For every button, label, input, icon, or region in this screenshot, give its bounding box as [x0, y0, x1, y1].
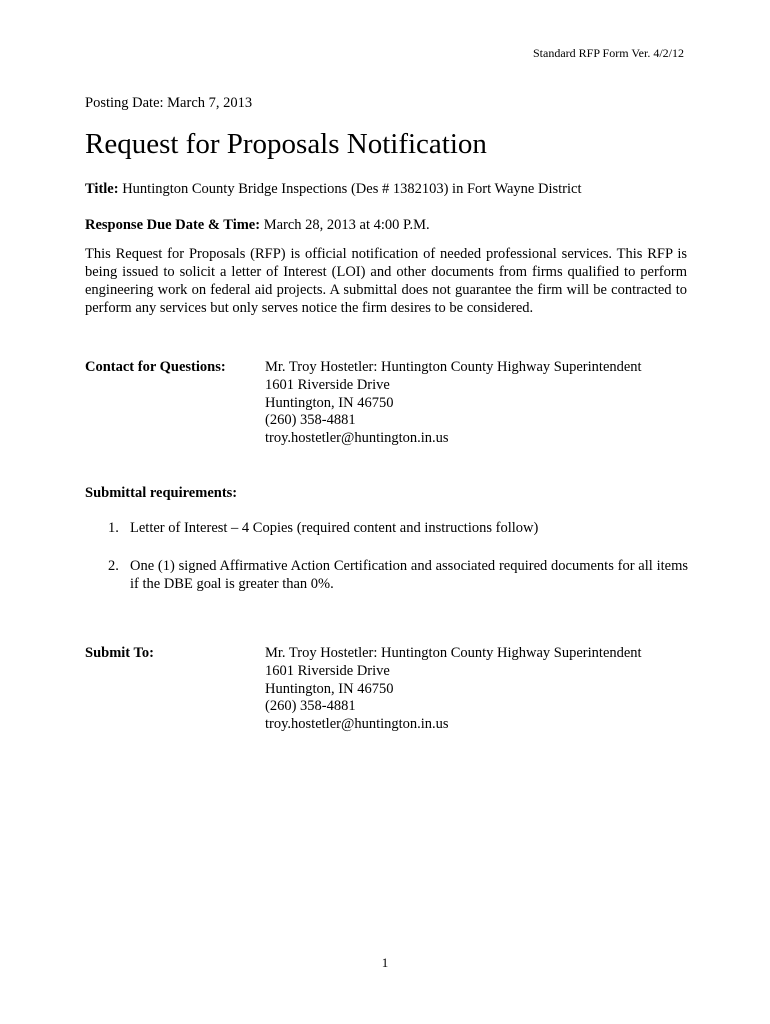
posting-date: Posting Date: March 7, 2013 — [85, 95, 253, 111]
list-item-number: 1. — [108, 520, 119, 536]
response-due-value: March 28, 2013 at 4:00 P.M. — [263, 217, 430, 233]
response-due-label: Response Due Date & Time: — [85, 217, 261, 233]
rfp-title-line — [85, 181, 582, 198]
page-number: 1 — [381, 955, 389, 970]
list-item — [108, 557, 688, 593]
form-version-header: Standard RFP Form Ver. 4/2/12 — [532, 46, 684, 60]
contact-label: Contact for Questions: — [85, 359, 226, 375]
contact-line: (260) 358-4881 — [265, 412, 356, 429]
submittal-list — [108, 519, 688, 593]
list-item — [108, 519, 688, 537]
submit-to-label: Submit To: — [85, 645, 154, 661]
list-item-number: 2. — [108, 558, 119, 574]
submit-to-line: Mr. Troy Hostetler: Huntington County Highway Superintendent — [265, 645, 642, 661]
intro-paragraph: This Request for Proposals (RFP) is official notification of needed professional services. This RFP is being issued to solicit a letter of Interest (LOI) and other documents from firms qualified to perform engineering work on federal aid projects. A submittal does not guarantee the firm will be contracted to perform any services but only serves notice the firm desires to be considered. — [85, 246, 687, 316]
page-title: Request for Proposals Notification — [85, 128, 487, 160]
list-item-text: Letter of Interest – 4 Copies (required content and instructions follow) — [130, 520, 539, 536]
submit-to-line: 1601 Riverside Drive — [265, 662, 390, 679]
contact-email: troy.hostetler@huntington.in.us — [265, 430, 449, 447]
contact-line: Mr. Troy Hostetler: Huntington County Highway Superintendent — [265, 359, 642, 375]
rfp-title-label: Title: — [85, 181, 119, 197]
submit-to-line: (260) 358-4881 — [265, 698, 356, 715]
response-due-line — [85, 217, 430, 234]
list-item-text: One (1) signed Affirmative Action Certification and associated required documents for all items if the DBE goal is greater than 0%. — [130, 558, 688, 592]
contact-line: 1601 Riverside Drive — [265, 376, 390, 393]
contact-address — [265, 359, 642, 448]
submit-to-email: troy.hostetler@huntington.in.us — [265, 716, 449, 733]
submit-to-address — [265, 645, 642, 734]
contact-line: Huntington, IN 46750 — [265, 394, 394, 411]
rfp-title-value: Huntington County Bridge Inspections (Des # 1382103) in Fort Wayne District — [122, 181, 582, 197]
submit-to-line: Huntington, IN 46750 — [265, 680, 394, 697]
submittal-heading: Submittal requirements: — [85, 485, 238, 501]
